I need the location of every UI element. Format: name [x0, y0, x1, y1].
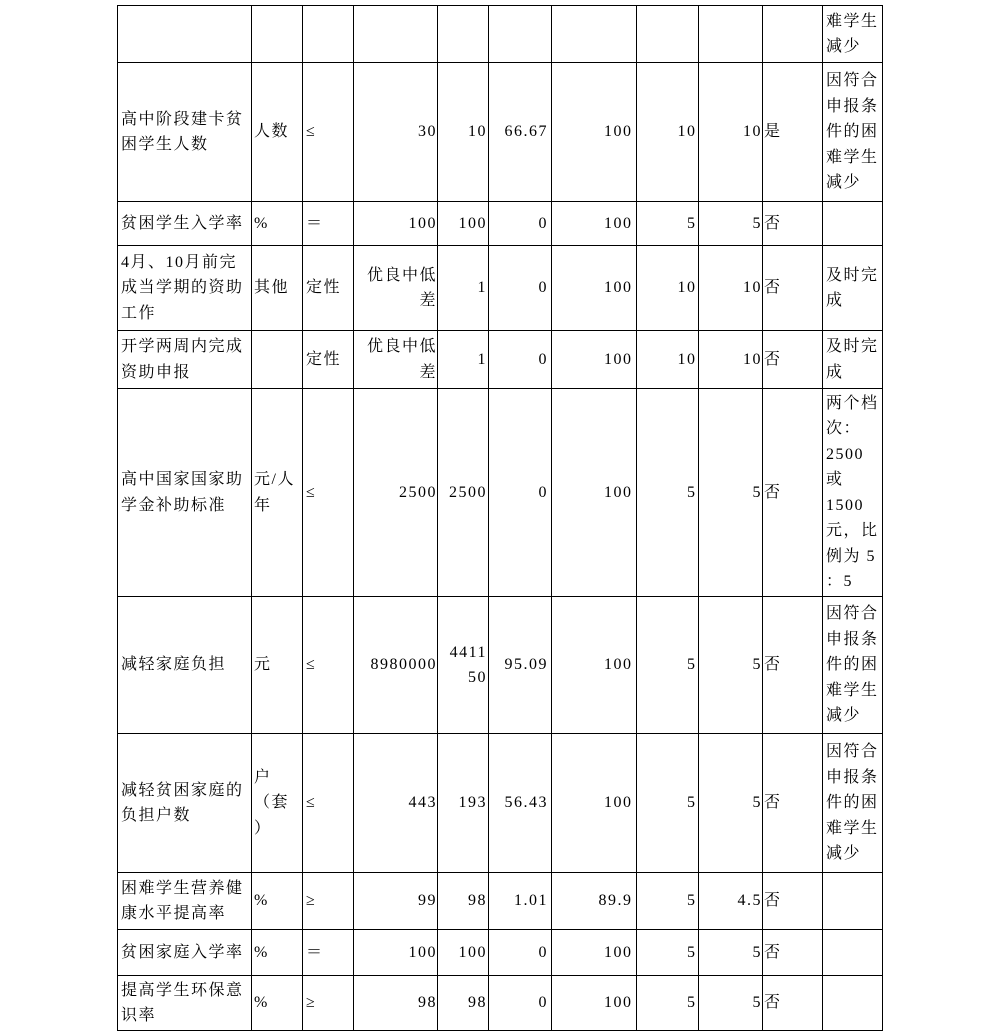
flag-cell [763, 246, 823, 331]
deviation-cell [489, 389, 552, 597]
remark-text: 成 [826, 363, 844, 381]
score-text: 4.5 [737, 892, 762, 910]
weight-cell [637, 246, 699, 331]
weight-text: 10 [677, 350, 697, 368]
value-cell [552, 976, 637, 1031]
target-value-cell [354, 976, 438, 1031]
score-text: 10 [743, 123, 762, 141]
indicator-name-text: 学金补助标准 [121, 496, 227, 514]
weight-text: 5 [687, 892, 697, 910]
indicator-name-text: 康水平提高率 [121, 905, 227, 922]
actual-value-cell [438, 389, 489, 597]
target-value-text: 30 [418, 123, 437, 141]
deviation-cell [489, 246, 552, 331]
score-cell [699, 246, 763, 331]
actual-value-cell [438, 246, 489, 331]
flag-text: 否 [764, 892, 782, 910]
target-value-cell [354, 202, 438, 246]
remark-text: 减少 [826, 38, 862, 55]
value-text: 100 [604, 656, 633, 674]
document-page [117, 5, 883, 1031]
score-cell [699, 202, 763, 246]
target-value-cell [354, 734, 438, 873]
unit-cell [252, 6, 303, 63]
unit-cell [252, 331, 303, 389]
remark-text: 因符合 [826, 72, 879, 90]
score-text: 5 [752, 943, 762, 961]
indicator-name-text: 成当学期的资助 [121, 279, 244, 297]
operator-text: ≤ [306, 123, 317, 141]
indicator-name-cell [118, 331, 252, 389]
score-cell [699, 930, 763, 976]
flag-text: 否 [764, 656, 782, 674]
indicator-name-text: 减轻家庭负担 [121, 656, 227, 674]
flag-cell [763, 331, 823, 389]
weight-cell [637, 6, 699, 63]
operator-text: 定性 [306, 350, 342, 368]
target-value-text: 优良中低 [366, 266, 437, 284]
weight-cell [637, 976, 699, 1031]
weight-text: 5 [687, 214, 697, 232]
remark-cell [823, 930, 883, 976]
score-text: 5 [752, 794, 762, 812]
remark-text: 元，比 [826, 522, 879, 539]
remark-cell [823, 246, 883, 331]
table-body [118, 6, 883, 1031]
remark-text: 难学生 [826, 12, 879, 30]
remark-text: 减少 [826, 845, 862, 863]
target-value-text: 99 [418, 892, 437, 910]
actual-value-text: 100 [458, 214, 487, 232]
deviation-cell [489, 63, 552, 202]
actual-value-text: 2500 [449, 483, 487, 501]
deviation-text: 1.01 [514, 892, 548, 910]
remark-text: 申报条 [826, 768, 879, 786]
unit-text: % [254, 892, 269, 910]
operator-text: ≤ [306, 656, 317, 674]
operator-cell [303, 202, 354, 246]
score-text: 5 [752, 994, 762, 1012]
indicator-name-text: 贫困家庭入学率 [121, 943, 244, 961]
value-text: 100 [604, 279, 633, 297]
unit-text: 人数 [254, 123, 290, 141]
value-text: 100 [604, 994, 633, 1012]
remark-text: 减少 [826, 707, 862, 725]
deviation-cell [489, 331, 552, 389]
value-cell [552, 6, 637, 63]
unit-text: % [254, 994, 269, 1012]
remark-text: 及时完 [826, 266, 879, 284]
unit-cell [252, 202, 303, 246]
remark-cell [823, 734, 883, 873]
value-text: 100 [604, 123, 633, 141]
indicator-name-cell [118, 202, 252, 246]
operator-cell [303, 734, 354, 873]
actual-value-cell [438, 597, 489, 734]
score-cell [699, 597, 763, 734]
unit-text: 元 [254, 656, 272, 674]
target-value-text: 2500 [399, 483, 437, 501]
unit-cell [252, 976, 303, 1031]
remark-text: 件的困 [826, 123, 879, 141]
actual-value-cell [438, 331, 489, 389]
operator-cell [303, 873, 354, 930]
indicator-name-text: 贫困学生入学率 [121, 214, 244, 232]
remark-text: 件的困 [826, 794, 879, 812]
operator-text: ＝ [306, 214, 324, 232]
indicator-name-text: 提高学生环保意 [121, 981, 244, 999]
indicator-name-text: 工作 [121, 304, 157, 322]
unit-cell [252, 873, 303, 930]
indicator-name-cell [118, 389, 252, 597]
remark-cell [823, 597, 883, 734]
target-value-text: 差 [419, 363, 437, 381]
indicator-name-text: 高中国家国家助 [121, 471, 244, 488]
target-value-cell [354, 930, 438, 976]
actual-value-text: 4411 [449, 643, 487, 661]
operator-text: ≥ [306, 994, 317, 1012]
indicator-name-text: 高中阶段建卡贫 [121, 110, 244, 128]
flag-text: 否 [764, 350, 782, 368]
score-text: 5 [752, 483, 762, 501]
target-value-text: 优良中低 [366, 338, 437, 355]
weight-cell [637, 597, 699, 734]
target-value-text: 98 [418, 994, 437, 1012]
remark-text: 申报条 [826, 630, 879, 648]
remark-cell [823, 202, 883, 246]
operator-cell [303, 597, 354, 734]
target-value-cell [354, 389, 438, 597]
remark-text: 1500 [826, 496, 864, 514]
weight-cell [637, 331, 699, 389]
score-cell [699, 63, 763, 202]
indicator-name-text: 开学两周内完成 [121, 338, 244, 355]
weight-text: 5 [687, 794, 697, 812]
operator-text: ≤ [306, 483, 317, 501]
remark-text: 两个档 [826, 394, 879, 412]
indicator-name-text: 资助申报 [121, 363, 192, 381]
value-text: 100 [604, 794, 633, 812]
deviation-cell [489, 930, 552, 976]
actual-value-text: 1 [477, 350, 487, 368]
performance-indicator-table [117, 5, 883, 1031]
operator-cell [303, 6, 354, 63]
remark-text: 例为 5 [826, 547, 877, 565]
score-cell [699, 6, 763, 63]
weight-cell [637, 930, 699, 976]
score-cell [699, 734, 763, 873]
remark-text: 2500 [826, 445, 864, 463]
operator-cell [303, 246, 354, 331]
flag-cell [763, 597, 823, 734]
target-value-cell [354, 873, 438, 930]
target-value-text: 443 [408, 794, 437, 812]
value-cell [552, 202, 637, 246]
value-cell [552, 246, 637, 331]
weight-text: 5 [687, 656, 697, 674]
flag-text: 是 [764, 123, 782, 141]
target-value-text: 差 [419, 292, 437, 309]
target-value-cell [354, 597, 438, 734]
target-value-text: 8980000 [370, 656, 437, 674]
remark-text: 因符合 [826, 743, 879, 761]
actual-value-cell [438, 873, 489, 930]
target-value-cell [354, 331, 438, 389]
flag-cell [763, 63, 823, 202]
actual-value-text: 98 [468, 994, 487, 1012]
unit-text: 户 [254, 768, 272, 786]
deviation-text: 56.43 [504, 794, 548, 812]
deviation-text: 0 [538, 350, 548, 368]
target-value-text: 100 [408, 214, 437, 232]
remark-text: 次： [826, 420, 862, 437]
weight-cell [637, 873, 699, 930]
remark-text: 减少 [826, 174, 862, 192]
remark-cell [823, 6, 883, 63]
value-text: 100 [604, 483, 633, 501]
flag-text: 否 [764, 279, 782, 297]
unit-text: % [254, 943, 269, 961]
indicator-name-cell [118, 734, 252, 873]
indicator-name-cell [118, 246, 252, 331]
unit-cell [252, 63, 303, 202]
weight-text: 5 [687, 994, 697, 1012]
indicator-name-cell [118, 930, 252, 976]
table-row [118, 246, 883, 331]
indicator-name-text: 减轻贫困家庭的 [121, 781, 244, 799]
deviation-cell [489, 6, 552, 63]
weight-text: 5 [687, 943, 697, 961]
deviation-cell [489, 202, 552, 246]
weight-cell [637, 389, 699, 597]
indicator-name-cell [118, 597, 252, 734]
operator-cell [303, 389, 354, 597]
remark-cell [823, 389, 883, 597]
actual-value-cell [438, 6, 489, 63]
value-text: 100 [604, 350, 633, 368]
deviation-cell [489, 597, 552, 734]
actual-value-cell [438, 202, 489, 246]
value-cell [552, 873, 637, 930]
deviation-text: 0 [538, 943, 548, 961]
table-row [118, 873, 883, 930]
target-value-cell [354, 246, 438, 331]
remark-cell [823, 63, 883, 202]
remark-text: 申报条 [826, 97, 879, 115]
flag-text: 否 [764, 794, 782, 812]
unit-cell [252, 389, 303, 597]
indicator-name-cell [118, 873, 252, 930]
table-row [118, 930, 883, 976]
score-text: 5 [752, 214, 762, 232]
value-text: 89.9 [598, 892, 633, 910]
operator-text: ＝ [306, 943, 324, 961]
unit-text: 其他 [254, 279, 290, 297]
unit-cell [252, 246, 303, 331]
weight-text: 10 [677, 279, 697, 297]
operator-cell [303, 930, 354, 976]
flag-cell [763, 976, 823, 1031]
value-text: 100 [604, 214, 633, 232]
remark-text: 或 [826, 471, 844, 488]
flag-text: 否 [764, 994, 782, 1012]
indicator-name-text: 困难学生营养健 [121, 879, 244, 897]
actual-value-text: 193 [458, 794, 487, 812]
weight-cell [637, 202, 699, 246]
remark-cell [823, 873, 883, 930]
operator-cell [303, 63, 354, 202]
table-row [118, 597, 883, 734]
score-text: 5 [752, 656, 762, 674]
deviation-text: 0 [538, 994, 548, 1012]
target-value-cell [354, 6, 438, 63]
unit-cell [252, 930, 303, 976]
indicator-name-text: 4月、10月前完 [121, 253, 238, 271]
value-cell [552, 389, 637, 597]
unit-text: 年 [254, 496, 272, 514]
operator-text: ≤ [306, 794, 317, 812]
operator-text: 定性 [306, 279, 342, 297]
indicator-name-cell [118, 63, 252, 202]
weight-cell [637, 63, 699, 202]
actual-value-cell [438, 734, 489, 873]
value-cell [552, 930, 637, 976]
score-cell [699, 389, 763, 597]
indicator-name-text: 识率 [121, 1007, 157, 1024]
table-row [118, 389, 883, 597]
flag-cell [763, 6, 823, 63]
remark-text: 及时完 [826, 338, 879, 355]
actual-value-cell [438, 976, 489, 1031]
indicator-name-text: 负担户数 [121, 807, 192, 824]
weight-cell [637, 734, 699, 873]
table-row [118, 976, 883, 1031]
table-row [118, 63, 883, 202]
weight-text: 10 [677, 123, 697, 141]
deviation-text: 95.09 [504, 656, 548, 674]
deviation-text: 0 [538, 483, 548, 501]
actual-value-text: 10 [468, 123, 487, 141]
value-text: 100 [604, 943, 633, 961]
flag-cell [763, 873, 823, 930]
remark-text: 难学生 [826, 681, 879, 699]
weight-text: 5 [687, 483, 697, 501]
actual-value-text: 1 [477, 279, 487, 297]
table-row [118, 734, 883, 873]
actual-value-cell [438, 63, 489, 202]
flag-cell [763, 930, 823, 976]
table-row [118, 6, 883, 63]
score-cell [699, 873, 763, 930]
table-row [118, 202, 883, 246]
actual-value-text: 50 [468, 669, 487, 686]
deviation-cell [489, 976, 552, 1031]
deviation-cell [489, 734, 552, 873]
remark-cell [823, 331, 883, 389]
deviation-text: 0 [538, 279, 548, 297]
indicator-name-cell [118, 976, 252, 1031]
flag-text: 否 [764, 483, 782, 501]
unit-text: 元/人 [254, 471, 295, 488]
flag-cell [763, 389, 823, 597]
target-value-text: 100 [408, 943, 437, 961]
score-cell [699, 976, 763, 1031]
unit-text: % [254, 214, 269, 232]
actual-value-cell [438, 930, 489, 976]
remark-text: 难学生 [826, 148, 879, 166]
flag-cell [763, 202, 823, 246]
remark-cell [823, 976, 883, 1031]
target-value-cell [354, 63, 438, 202]
flag-text: 否 [764, 943, 782, 961]
score-text: 10 [743, 350, 762, 368]
flag-text: 否 [764, 214, 782, 232]
value-cell [552, 734, 637, 873]
unit-text: ） [254, 819, 272, 837]
score-cell [699, 331, 763, 389]
actual-value-text: 100 [458, 943, 487, 961]
actual-value-text: 98 [468, 892, 487, 910]
remark-text: 因符合 [826, 605, 879, 623]
table-row [118, 331, 883, 389]
remark-text: 件的困 [826, 656, 879, 674]
value-cell [552, 597, 637, 734]
deviation-cell [489, 873, 552, 930]
operator-cell [303, 976, 354, 1031]
remark-text: 难学生 [826, 819, 879, 837]
indicator-name-cell [118, 6, 252, 63]
unit-cell [252, 734, 303, 873]
deviation-text: 0 [538, 214, 548, 232]
operator-cell [303, 331, 354, 389]
value-cell [552, 331, 637, 389]
flag-cell [763, 734, 823, 873]
value-cell [552, 63, 637, 202]
operator-text: ≥ [306, 892, 317, 910]
remark-text: ：5 [826, 573, 854, 590]
score-text: 10 [743, 279, 762, 297]
deviation-text: 66.67 [504, 123, 548, 141]
unit-text: （套 [254, 794, 290, 812]
indicator-name-text: 困学生人数 [121, 136, 209, 153]
unit-cell [252, 597, 303, 734]
remark-text: 成 [826, 292, 844, 309]
